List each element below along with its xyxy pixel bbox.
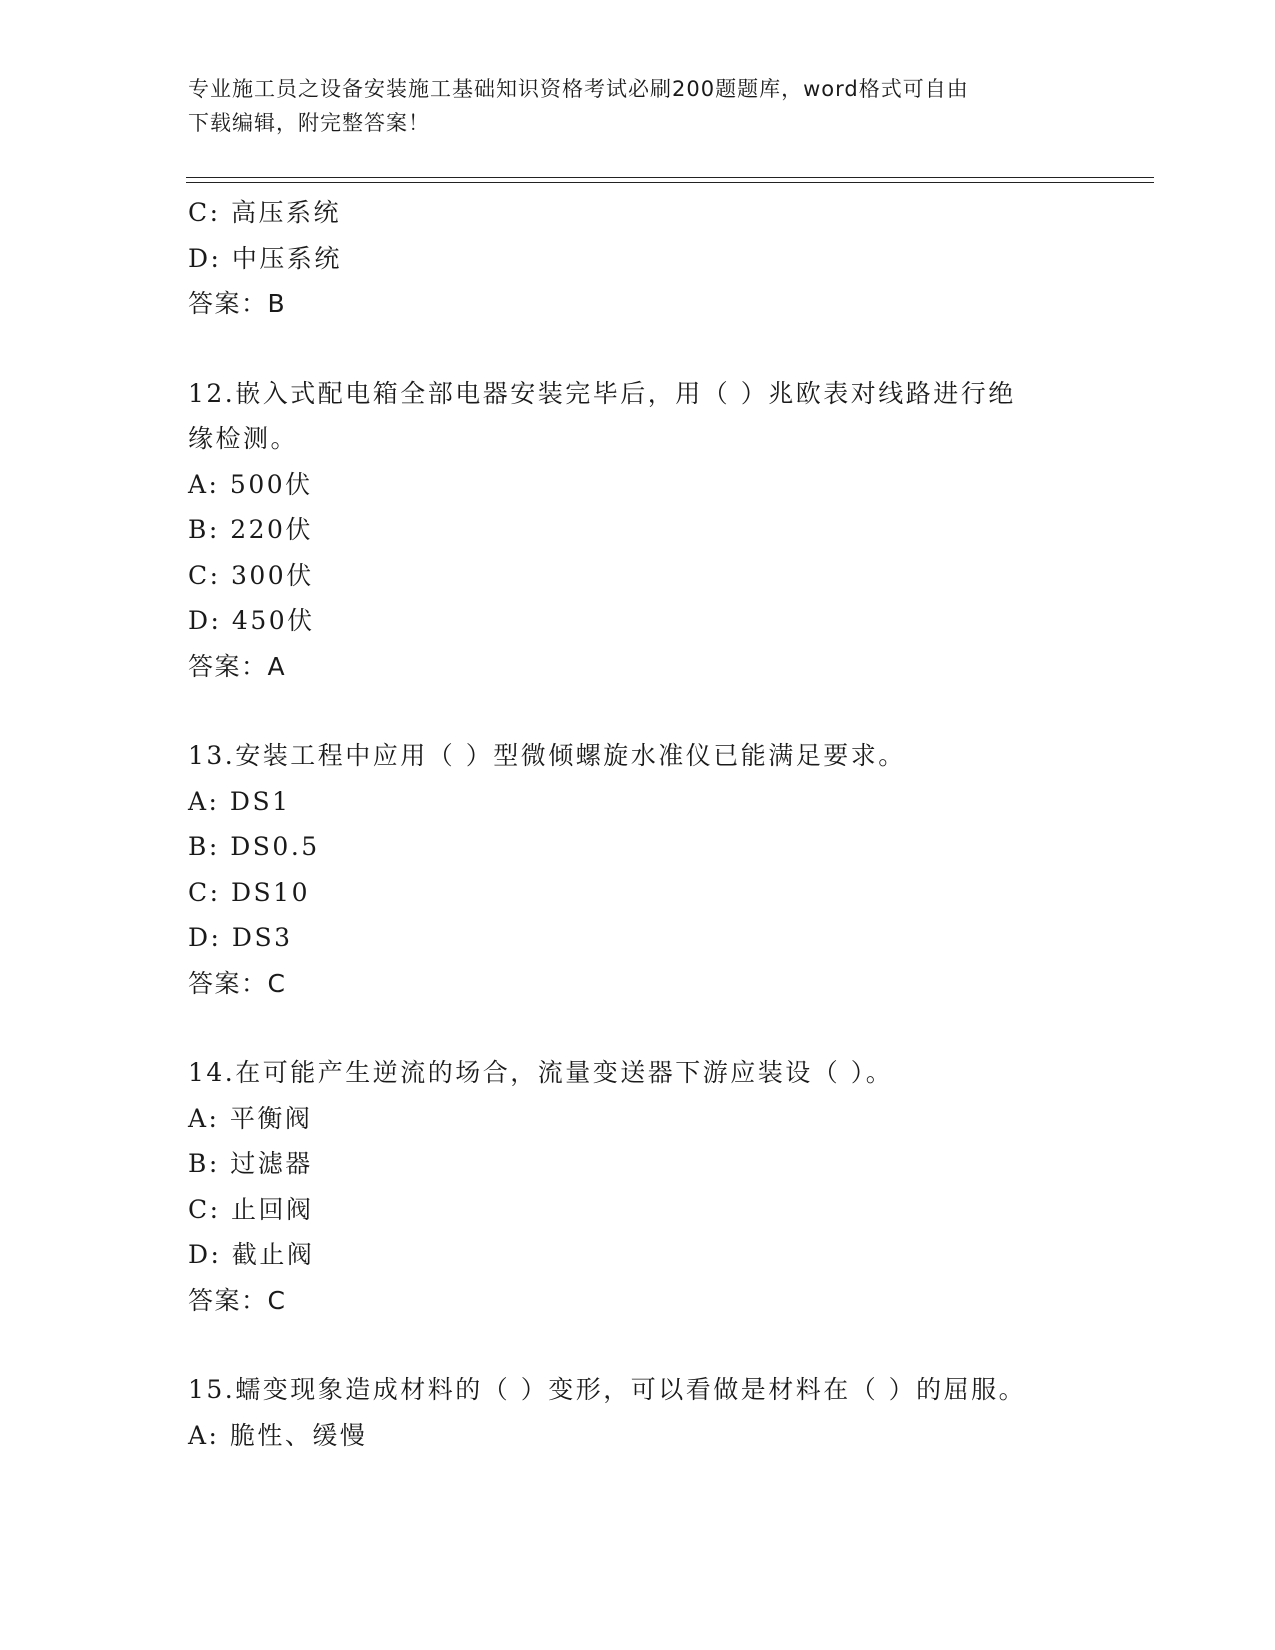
option-b: B: DS0.5 bbox=[188, 832, 320, 861]
answer-line: 答案：B bbox=[188, 289, 287, 318]
question-stem: 15.蠕变现象造成材料的（ ）变形，可以看做是材料在（ ）的屈服。 bbox=[188, 1375, 1027, 1404]
option-b: B: 过滤器 bbox=[188, 1149, 313, 1178]
question-13 bbox=[188, 733, 1148, 1006]
option-a: A: 脆性、缓慢 bbox=[188, 1420, 368, 1450]
header-line-1: 专业施工员之设备安装施工基础知识资格考试必刷200题题库，word格式可自由 bbox=[188, 77, 969, 101]
question-stem: 12.嵌入式配电箱全部电器安装完毕后，用（ ）兆欧表对线路进行绝 bbox=[188, 378, 1016, 408]
header-divider-bottom bbox=[186, 182, 1154, 183]
option-d: D: 450伏 bbox=[188, 606, 315, 635]
answer-line: 答案：C bbox=[188, 1285, 287, 1315]
header-line-2: 下载编辑，附完整答案！ bbox=[188, 111, 430, 135]
document-header bbox=[188, 72, 1088, 140]
answer-line: 答案：A bbox=[188, 651, 287, 681]
option-c: C: 止回阀 bbox=[188, 1194, 314, 1224]
question-14 bbox=[188, 1050, 1148, 1323]
question-content bbox=[188, 190, 1148, 1458]
answer-line: 答案：C bbox=[188, 968, 287, 998]
option-d: D: 截止阀 bbox=[188, 1240, 315, 1269]
question-12 bbox=[188, 371, 1148, 690]
question-stem: 14.在可能产生逆流的场合，流量变送器下游应装设（ ）。 bbox=[188, 1058, 894, 1087]
option-d: D: 中压系统 bbox=[188, 243, 342, 273]
option-a: A: 500伏 bbox=[188, 469, 313, 499]
option-a: A: DS1 bbox=[188, 786, 291, 816]
option-b: B: 220伏 bbox=[188, 515, 313, 544]
option-c: C: DS10 bbox=[188, 877, 310, 907]
option-c: C: 300伏 bbox=[188, 560, 314, 590]
question-stem-continued: 缘检测。 bbox=[188, 424, 299, 453]
option-a: A: 平衡阀 bbox=[188, 1103, 313, 1133]
option-d: D: DS3 bbox=[188, 923, 293, 952]
option-c: C: 高压系统 bbox=[188, 198, 341, 227]
question-stem: 13.安装工程中应用（ ）型微倾螺旋水准仪已能满足要求。 bbox=[188, 741, 906, 770]
header-divider-top bbox=[186, 177, 1154, 178]
question-15 bbox=[188, 1367, 1148, 1458]
question-11-tail bbox=[188, 190, 1148, 327]
